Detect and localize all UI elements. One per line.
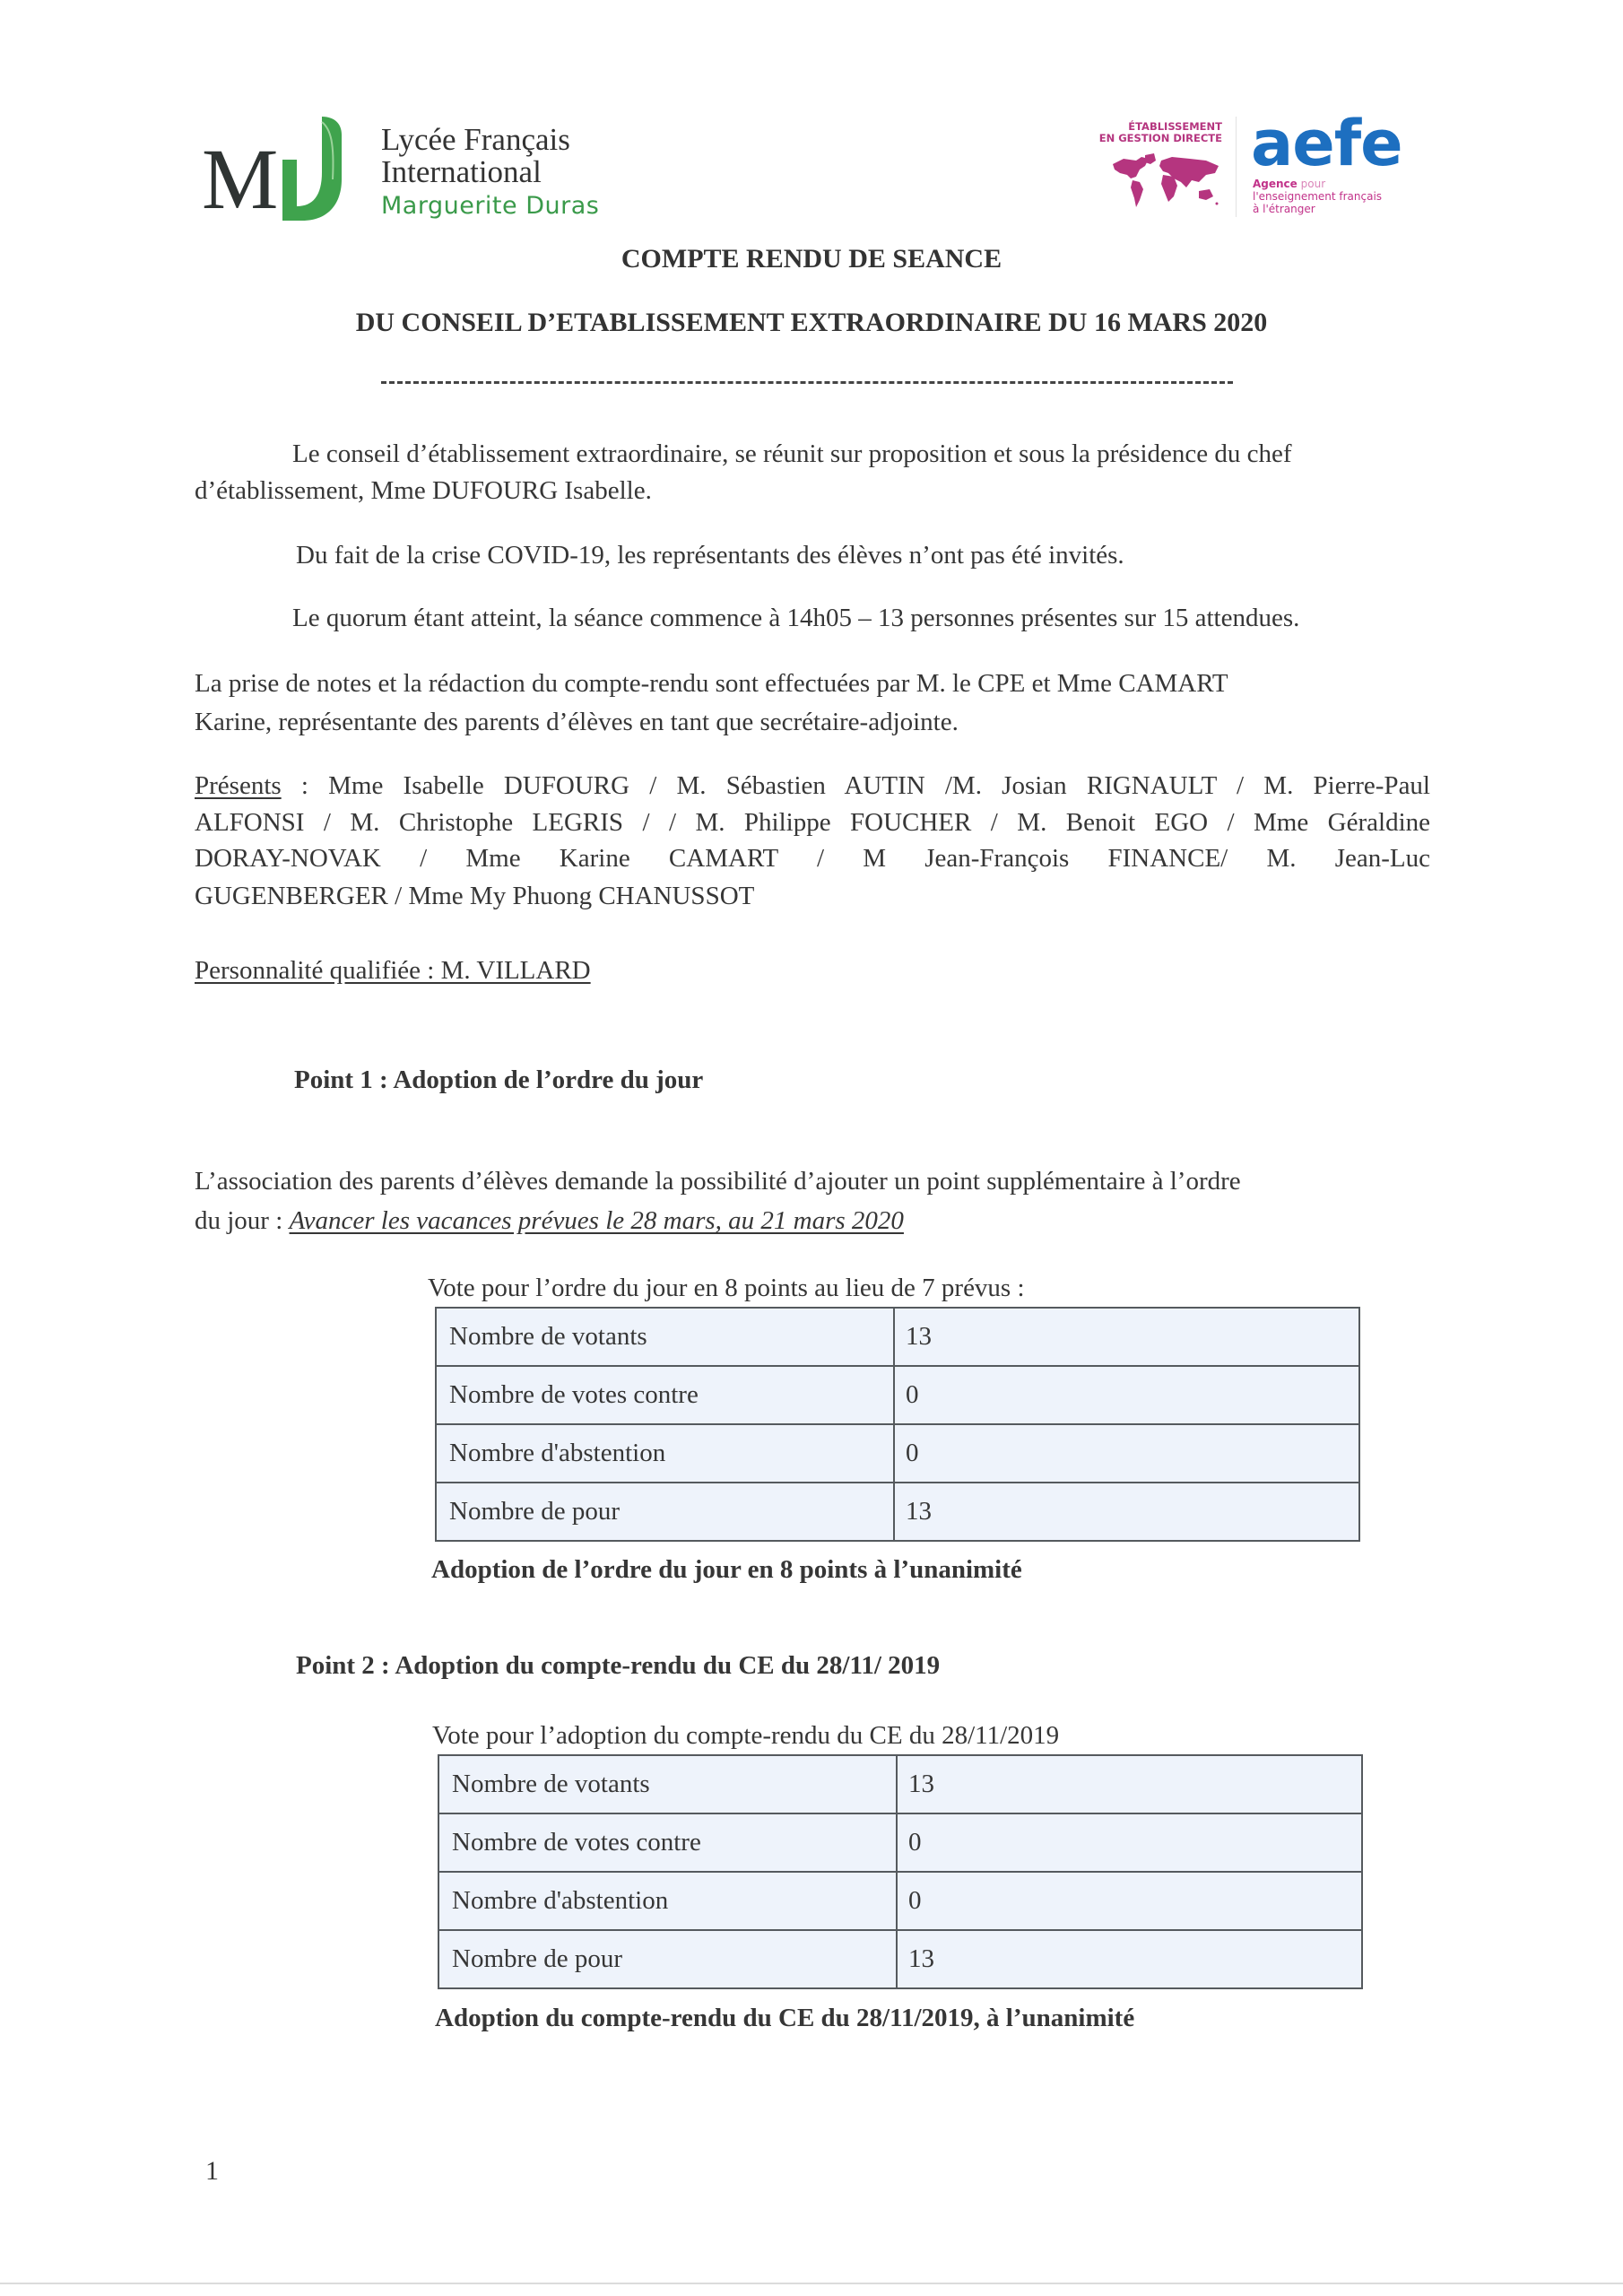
- page-bottom-edge: [0, 2283, 1623, 2284]
- point1-text-line2: [195, 1202, 904, 1240]
- point2-result: Adoption du compte-rendu du CE du 28/11/2019, à l’unanimité: [435, 2004, 1135, 2032]
- vote-label: Nombre d'abstention: [436, 1424, 894, 1483]
- table-row: [436, 1308, 1359, 1366]
- point1-text-prefix: du jour :: [195, 1206, 290, 1235]
- aefe-tagline-line1: ÉTABLISSEMENT: [1128, 120, 1222, 133]
- aefe-subtitle: [1253, 178, 1382, 215]
- vote-value: 13: [897, 1755, 1362, 1813]
- vote-label: Nombre d'abstention: [438, 1872, 897, 1930]
- school-logo: [202, 117, 600, 227]
- vote-value: 13: [894, 1483, 1359, 1541]
- world-map-icon: [1109, 152, 1224, 209]
- aefe-wordmark: aefe: [1251, 107, 1402, 180]
- school-name-line1: Lycée Français: [381, 122, 570, 157]
- vote-label: Nombre de votants: [438, 1755, 897, 1813]
- vote-label: Nombre de votes contre: [438, 1813, 897, 1872]
- intro-p3: Le quorum étant atteint, la séance commence à 14h05 – 13 personnes présentes sur 15 attendues.: [292, 604, 1300, 632]
- aefe-subtitle-line1: [1253, 178, 1382, 190]
- point1-vote-table: [435, 1307, 1360, 1542]
- leaf-d-icon: [275, 117, 347, 222]
- aefe-subtitle-line2: l'enseignement français: [1253, 190, 1383, 203]
- school-name-line2: International: [381, 154, 542, 189]
- aefe-subtitle-bold: Agence: [1253, 178, 1298, 190]
- document-subtitle: DU CONSEIL D’ETABLISSEMENT EXTRAORDINAIRE DU 16 MARS 2020: [355, 308, 1268, 337]
- vote-label: Nombre de pour: [438, 1930, 897, 1988]
- intro-p4-line1: La prise de notes et la rédaction du compte-rendu sont effectuées par M. le CPE et Mme CAMART: [195, 669, 1228, 698]
- presents-line2: ALFONSI / M. Christophe LEGRIS / / M. Philippe FOUCHER / M. Benoit EGO / Mme Géraldine: [195, 808, 1430, 837]
- point1-proposal: Avancer les vacances prévues le 28 mars, au 21 mars 2020: [289, 1206, 904, 1235]
- vote-label: Nombre de votes contre: [436, 1366, 894, 1424]
- presents-line4: GUGENBERGER / Mme My Phuong CHANUSSOT: [195, 882, 755, 910]
- vote-value: 0: [897, 1813, 1362, 1872]
- school-name-line3: Marguerite Duras: [381, 192, 600, 220]
- vote-label: Nombre de pour: [436, 1483, 894, 1541]
- aefe-tagline-line2: EN GESTION DIRECTE: [1098, 132, 1222, 144]
- presents-names-1: Mme Isabelle DUFOURG / M. Sébastien AUTIN /M. Josian RIGNAULT / M. Pierre-Paul: [328, 771, 1430, 800]
- presents-sep: :: [281, 771, 329, 800]
- vote-value: 0: [894, 1366, 1359, 1424]
- aefe-tagline: [1099, 121, 1222, 144]
- presents-line3: DORAY-NOVAK / Mme Karine CAMART / M Jean-François FINANCE/ M. Jean-Luc: [195, 844, 1430, 873]
- personnalite-qualifiee: Personnalité qualifiée : M. VILLARD: [195, 956, 591, 985]
- vote-value: 0: [897, 1872, 1362, 1930]
- table-row: [438, 1930, 1362, 1988]
- page-number: 1: [205, 2156, 219, 2186]
- school-logo-monogram: M: [202, 131, 275, 227]
- intro-p4-line2: Karine, représentante des parents d’élèves en tant que secrétaire-adjointe.: [195, 708, 959, 736]
- table-row: [436, 1366, 1359, 1424]
- point2-vote-caption: Vote pour l’adoption du compte-rendu du CE du 28/11/2019: [432, 1721, 1060, 1750]
- point1-vote-caption: Vote pour l’ordre du jour en 8 points au lieu de 7 prévus :: [428, 1274, 1025, 1302]
- table-row: [436, 1483, 1359, 1541]
- aefe-divider: [1236, 117, 1237, 217]
- table-row: [438, 1755, 1362, 1813]
- separator-dashes: [381, 381, 1233, 389]
- point1-result: Adoption de l’ordre du jour en 8 points à l’unanimité: [431, 1555, 1022, 1584]
- point1-heading: Point 1 : Adoption de l’ordre du jour: [294, 1065, 704, 1094]
- vote-value: 0: [894, 1424, 1359, 1483]
- presents-line1: [195, 767, 1430, 805]
- table-row: [438, 1813, 1362, 1872]
- point2-heading: Point 2 : Adoption du compte-rendu du CE du 28/11/ 2019: [296, 1651, 941, 1680]
- table-row: [438, 1872, 1362, 1930]
- point2-vote-table: [438, 1754, 1363, 1989]
- intro-p1-line2: d’établissement, Mme DUFOURG Isabelle.: [195, 476, 652, 505]
- document-title: COMPTE RENDU DE SEANCE: [621, 244, 1002, 274]
- aefe-subtitle-line3: à l'étranger: [1253, 203, 1315, 215]
- table-row: [436, 1424, 1359, 1483]
- intro-p1-line1: Le conseil d’établissement extraordinaire, se réunit sur proposition et sous la présidence du chef: [292, 439, 1292, 468]
- point1-text-line1: L’association des parents d’élèves demande la possibilité d’ajouter un point supplémentaire à l’ordre: [195, 1167, 1241, 1196]
- vote-value: 13: [897, 1930, 1362, 1988]
- aefe-subtitle-rest: pour: [1297, 178, 1326, 190]
- intro-p2: Du fait de la crise COVID-19, les représentants des élèves n’ont pas été invités.: [296, 541, 1124, 570]
- aefe-logo: [1098, 107, 1408, 224]
- vote-label: Nombre de votants: [436, 1308, 894, 1366]
- vote-value: 13: [894, 1308, 1359, 1366]
- presents-label: Présents: [195, 771, 282, 800]
